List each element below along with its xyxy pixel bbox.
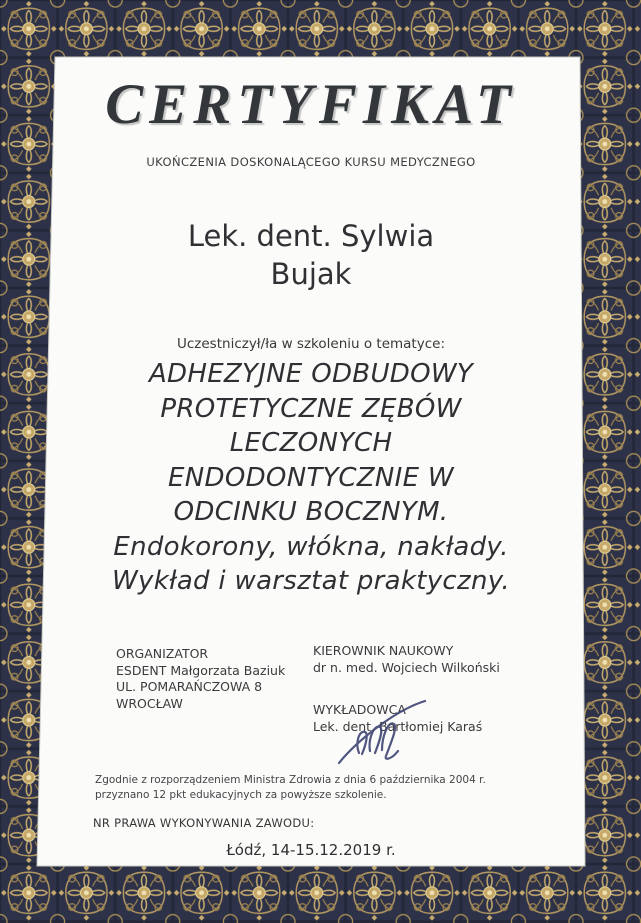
- scientific-head-label: KIEROWNIK NAUKOWY: [313, 643, 454, 658]
- lecturer-label: WYKŁADOWCA: [313, 702, 406, 717]
- recipient-name-line2: Bujak: [270, 257, 352, 291]
- organizer-city: WROCŁAW: [116, 695, 183, 711]
- course-title-line: LECZONYCH: [229, 428, 393, 458]
- signature: [333, 697, 431, 769]
- regulation-note-line2: przyznano 12 pkt edukacyjnych za powyższe szkolenie.: [95, 788, 387, 801]
- certificate-subtitle: UKOŃCZENIA DOSKONALĄCEGO KURSU MEDYCZNEGO: [146, 155, 476, 169]
- course-title: [37, 357, 585, 599]
- license-number-label: NR PRAWA WYKONYWANIA ZAWODU:: [93, 816, 315, 830]
- organizer-name: ESDENT Małgorzata Baziuk: [116, 662, 286, 678]
- certificate-title: CERTYFIKAT: [105, 73, 517, 136]
- recipient-name: [37, 217, 585, 293]
- course-title-line: ADHEZYJNE ODBUDOWY: [148, 359, 474, 389]
- scientific-head-name: dr n. med. Wojciech Wilkoński: [313, 659, 500, 675]
- participation-label: Uczestniczył/ła w szkoleniu o tematyce:: [176, 336, 445, 352]
- regulation-note-line1: Zgodnie z rozporządzeniem Ministra Zdrowia z dnia 6 października 2004 r.: [95, 774, 486, 786]
- regulation-note: [95, 773, 486, 802]
- certificate-content: [37, 57, 585, 866]
- organizer-block: [116, 646, 285, 712]
- course-title-line: ENDODONTYCZNIE W: [168, 462, 454, 493]
- course-title-line: ODCINKU BOCZNYM.: [173, 497, 449, 527]
- place-and-date: Łódź, 14-15.12.2019 r.: [226, 841, 396, 859]
- organizer-address: UL. POMARAŃCZOWA 8: [116, 679, 263, 694]
- course-title-line: Endokorony, włókna, nakłady.: [113, 531, 509, 562]
- scientific-head-block: [313, 643, 500, 676]
- course-title-line: PROTETYCZNE ZĘBÓW: [160, 393, 462, 424]
- course-title-line: Wykład i warsztat praktyczny.: [112, 566, 510, 596]
- organizer-label: ORGANIZATOR: [116, 646, 209, 661]
- recipient-name-line1: Lek. dent. Sylwia: [187, 219, 435, 253]
- lecturer-name: Lek. dent. Bartłomiej Karaś: [313, 718, 483, 734]
